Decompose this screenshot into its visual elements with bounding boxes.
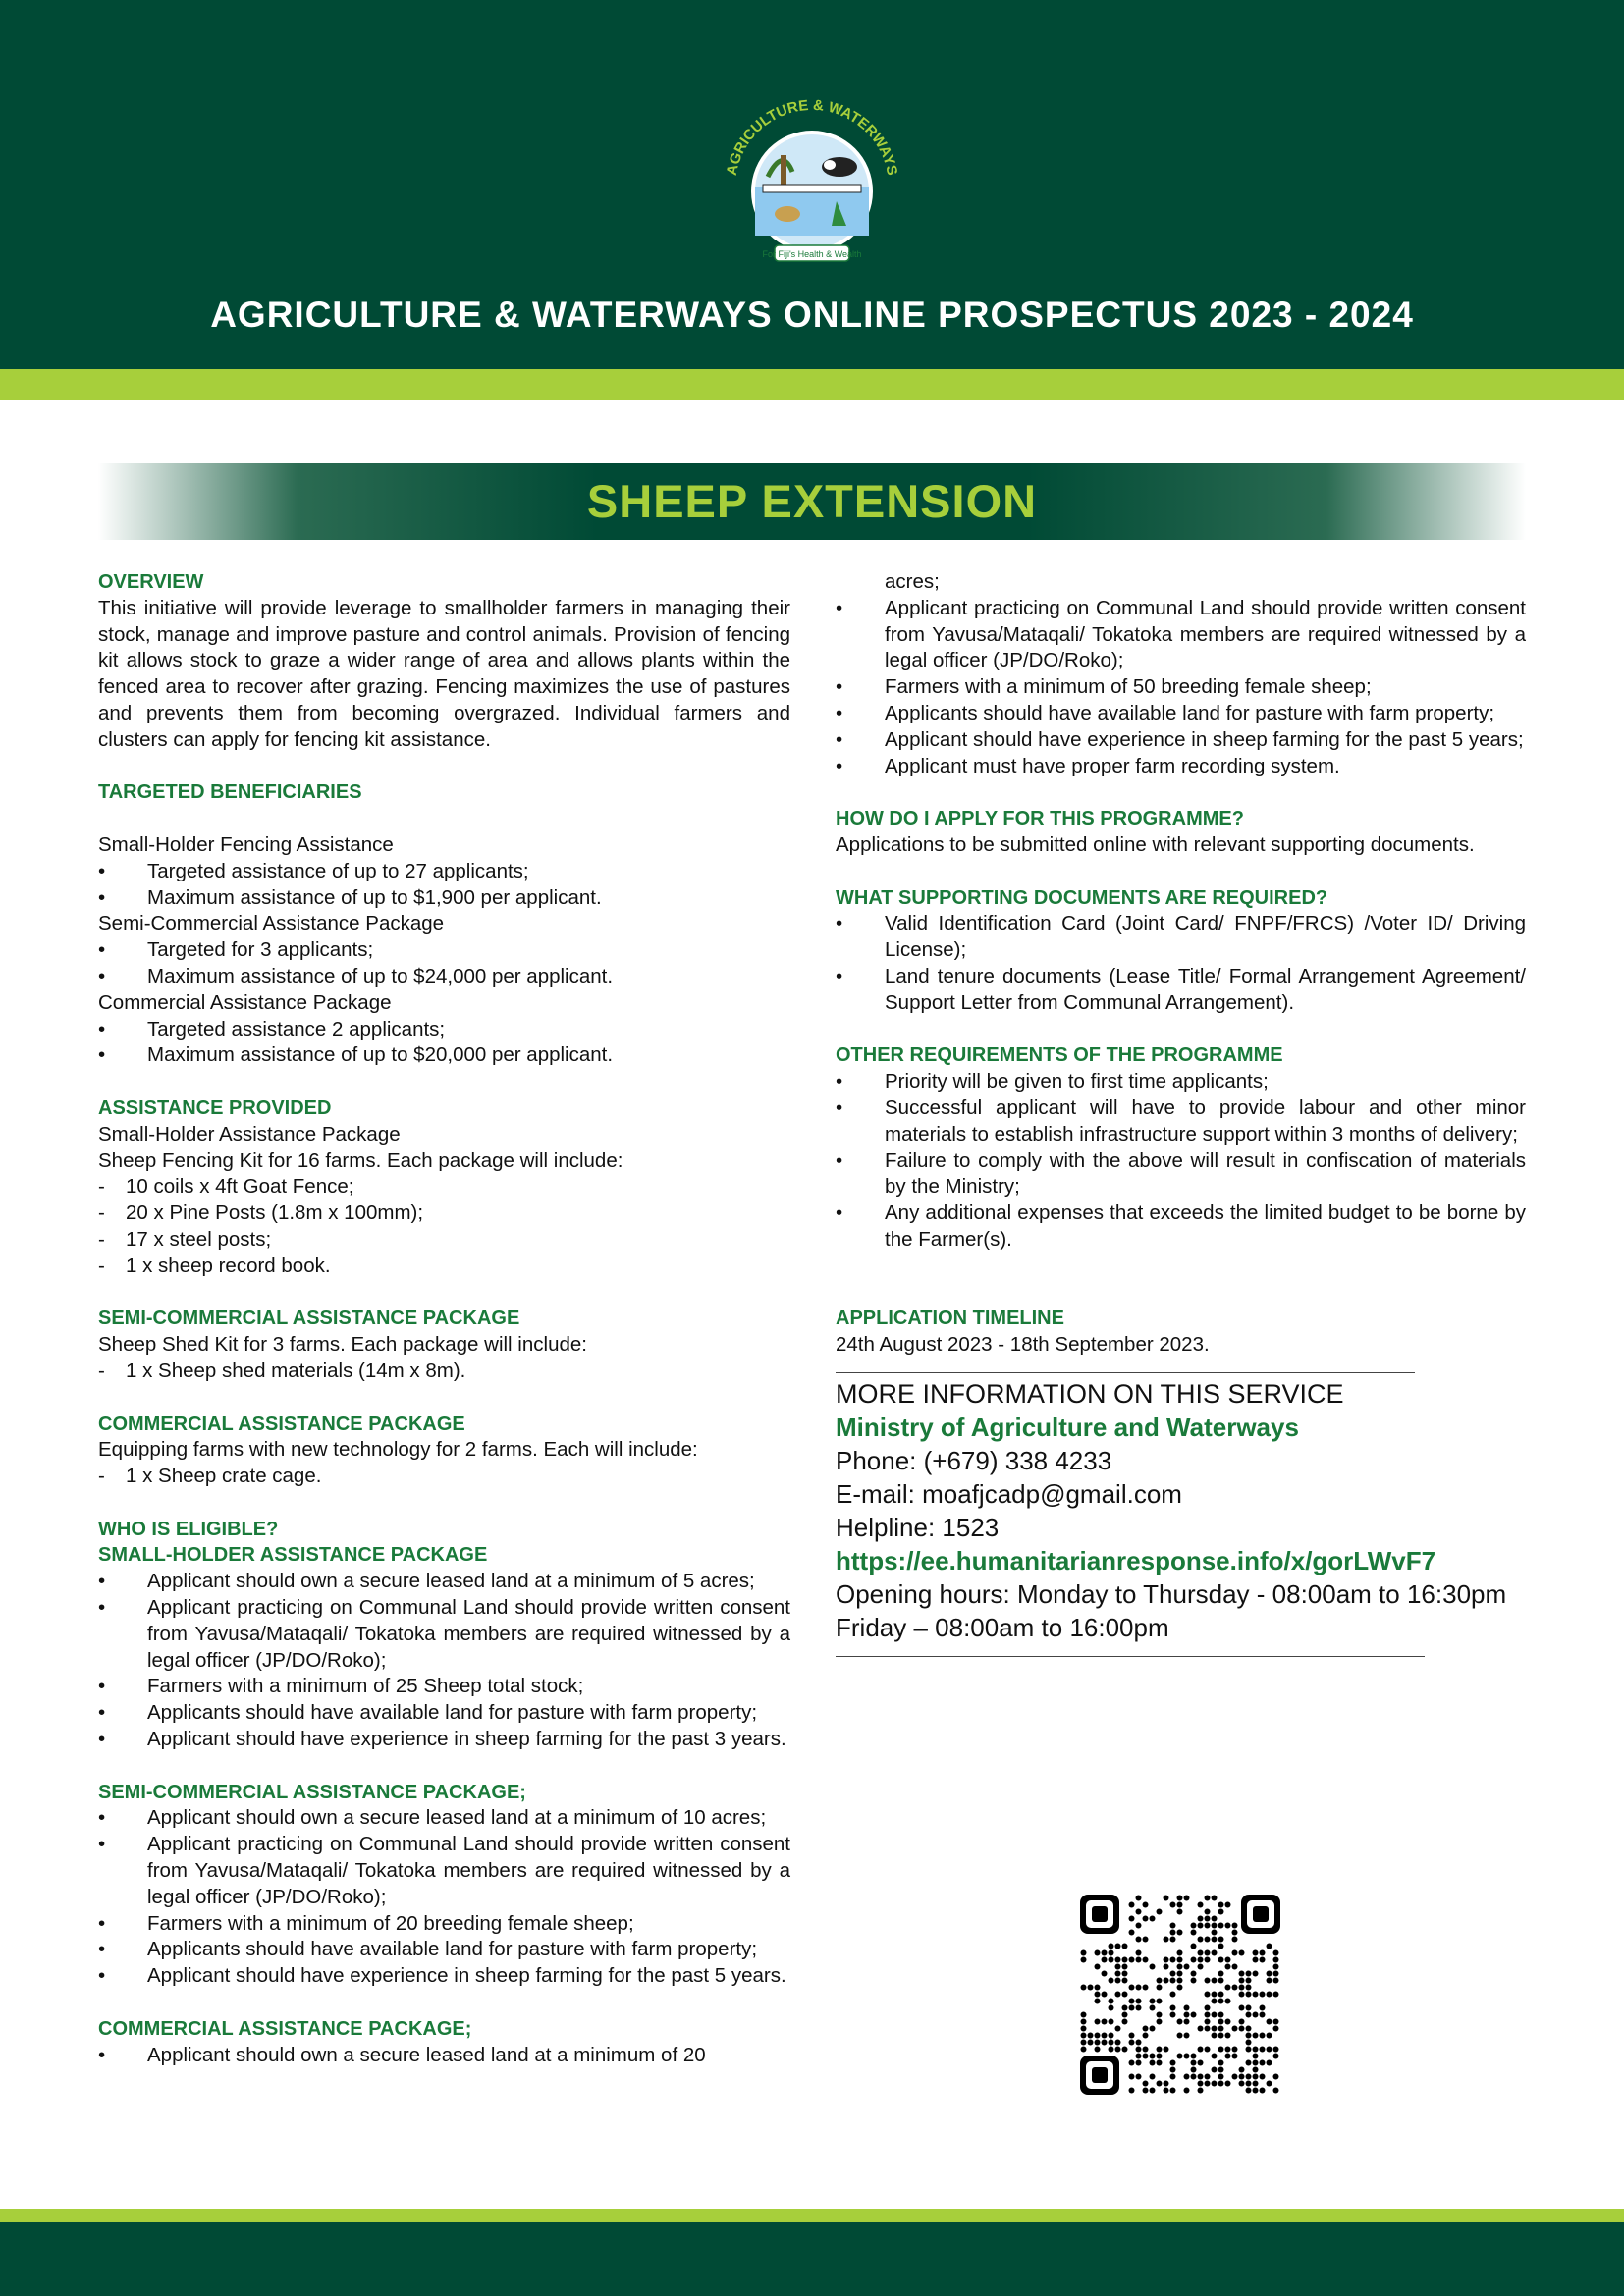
targeted-group-title: Small-Holder Fencing Assistance	[98, 832, 394, 856]
targeted-heading: TARGETED BENEFICIARIES	[98, 781, 362, 804]
list-item: • Farmers with a minimum of 25 Sheep total stock;	[98, 1674, 790, 1700]
list-item: • Land tenure documents (Lease Title/ Formal Arrangement Agreement/ Support Letter from Communal Arrangement).	[836, 964, 1526, 1017]
list-item: • Applicant should have experience in sheep farming for the past 5 years.	[98, 1963, 790, 1990]
list-item: • Valid Identification Card (Joint Card/ FNPF/FRCS) /Voter ID/ Driving License);	[836, 911, 1526, 964]
list-item: • Maximum assistance of up to $24,000 per applicant.	[98, 964, 790, 990]
info-block	[836, 1377, 1526, 1644]
apply-heading: HOW DO I APPLY FOR THIS PROGRAMME?	[836, 808, 1244, 830]
apply-text: Applications to be submitted online with relevant supporting documents.	[836, 832, 1475, 856]
list-item: • Targeted for 3 applicants;	[98, 937, 790, 964]
divider	[836, 1372, 1415, 1373]
list-item: • Applicant should have experience in sheep farming for the past 3 years.	[98, 1727, 790, 1753]
list-item: - 10 coils x 4ft Goat Fence;	[98, 1174, 790, 1201]
list-item-continued	[836, 569, 1526, 596]
overview-heading: OVERVIEW	[98, 571, 204, 593]
footer-band	[0, 2222, 1624, 2296]
qr-code-icon[interactable]	[1080, 1895, 1280, 2095]
assistance-intro: Sheep Fencing Kit for 16 farms. Each package will include:	[98, 1148, 623, 1172]
targeted-group-title: Semi-Commercial Assistance Package	[98, 912, 445, 935]
list-item-continued-text: acres;	[885, 570, 940, 593]
right-column	[836, 569, 1526, 1657]
opening-hours-text: Opening hours: Monday to Thursday - 08:00am to 16:30pm	[836, 1578, 1507, 1609]
friday-hours-text: Friday – 08:00am to 16:00pm	[836, 1612, 1169, 1642]
list-item: • Targeted assistance of up to 27 applicants;	[98, 859, 790, 885]
list-item: • Applicant practicing on Communal Land should provide written consent from Yavusa/Mataqali/ Tokatoka members are required witnessed by a legal officer (JP/DO/Roko);	[98, 1595, 790, 1674]
list-item: • Applicant should have experience in sheep farming for the past 5 years;	[836, 727, 1526, 754]
list-item: • Applicant practicing on Communal Land should provide written consent from Yavusa/Mataqali/ Tokatoka members are required witnessed by a legal officer (JP/DO/Roko);	[98, 1832, 790, 1910]
banner-title: SHEEP EXTENSION	[586, 475, 1038, 527]
eligible-heading: WHO IS ELIGIBLE?	[98, 1518, 279, 1540]
divider	[836, 1656, 1425, 1657]
ministry-logo	[714, 88, 910, 275]
documents-heading: WHAT SUPPORTING DOCUMENTS ARE REQUIRED?	[836, 886, 1328, 909]
list-item: - 1 x sheep record book.	[98, 1254, 790, 1280]
list-item: • Applicants should have available land for pasture with farm property;	[836, 701, 1526, 727]
other-heading: OTHER REQUIREMENTS OF THE PROGRAMME	[836, 1044, 1283, 1067]
list-item: • Maximum assistance of up to $20,000 per applicant.	[98, 1042, 790, 1069]
list-item: • Applicant must have proper farm recording system.	[836, 754, 1526, 780]
info-title: MORE INFORMATION ON THIS SERVICE	[836, 1378, 1344, 1409]
list-item: - 20 x Pine Posts (1.8m x 100mm);	[98, 1201, 790, 1227]
list-item: • Farmers with a minimum of 20 breeding female sheep;	[98, 1911, 790, 1938]
eligible-semi-heading: SEMI-COMMERCIAL ASSISTANCE PACKAGE;	[98, 1781, 526, 1803]
list-item: • Applicant should own a secure leased land at a minimum of 5 acres;	[98, 1569, 790, 1595]
email-text: E-mail: moafjcadp@gmail.com	[836, 1478, 1182, 1509]
list-item: • Successful applicant will have to provide labour and other minor materials to establish infrastructure support within 3 months of delivery;	[836, 1095, 1526, 1148]
list-item: • Farmers with a minimum of 50 breeding female sheep;	[836, 674, 1526, 701]
list-item: • Targeted assistance 2 applicants;	[98, 1017, 790, 1043]
phone-text: Phone: (+679) 338 4233	[836, 1445, 1112, 1475]
helpline-text: Helpline: 1523	[836, 1512, 1000, 1542]
overview-text: This initiative will provide leverage to smallholder farmers in managing their stock, manage and improve pasture and control animals. Provision of fencing kit allows stock to graze a wider range of area and allows plants within the fenced area to recover after grazing. Fencing maximizes the use of pastures and prevents them from becoming overgrazed. Individual farmers and clusters can apply for fencing kit assistance.	[98, 596, 790, 751]
list-item: • Applicants should have available land for pasture with farm property;	[98, 1937, 790, 1963]
list-item: • Applicants should have available land for pasture with farm property;	[98, 1700, 790, 1727]
ministry-name: Ministry of Agriculture and Waterways	[836, 1412, 1299, 1442]
eligible-commercial-heading: COMMERCIAL ASSISTANCE PACKAGE;	[98, 2017, 472, 2040]
service-link[interactable]: https://ee.humanitarianresponse.info/x/gorLWvF7	[836, 1545, 1436, 1575]
header-stripe	[0, 369, 1624, 400]
assistance-subheading: Small-Holder Assistance Package	[98, 1122, 401, 1146]
timeline-heading: APPLICATION TIMELINE	[836, 1308, 1064, 1330]
semi-intro: Sheep Shed Kit for 3 farms. Each package will include:	[98, 1333, 587, 1357]
commercial-heading: COMMERCIAL ASSISTANCE PACKAGE	[98, 1413, 465, 1435]
eligible-small-heading: SMALL-HOLDER ASSISTANCE PACKAGE	[98, 1544, 488, 1567]
list-item: - 1 x Sheep crate cage.	[98, 1464, 790, 1490]
list-item: - 17 x steel posts;	[98, 1227, 790, 1254]
assistance-heading: ASSISTANCE PROVIDED	[98, 1096, 332, 1119]
list-item: • Priority will be given to first time applicants;	[836, 1069, 1526, 1095]
list-item: - 1 x Sheep shed materials (14m x 8m).	[98, 1359, 790, 1385]
timeline-text: 24th August 2023 - 18th September 2023.	[836, 1333, 1210, 1357]
footer-stripe	[0, 2209, 1624, 2222]
list-item: • Applicant should own a secure leased land at a minimum of 20	[98, 2043, 790, 2069]
commercial-intro: Equipping farms with new technology for 2 farms. Each will include:	[98, 1438, 698, 1462]
list-item: • Applicant should own a secure leased land at a minimum of 10 acres;	[98, 1805, 790, 1832]
semi-heading: SEMI-COMMERCIAL ASSISTANCE PACKAGE	[98, 1308, 520, 1330]
section-banner	[98, 463, 1526, 540]
list-item: • Maximum assistance of up to $1,900 per applicant.	[98, 885, 790, 912]
list-item: • Failure to comply with the above will result in confiscation of materials by the Ministry;	[836, 1148, 1526, 1201]
svg-text:AGRICULTURE & WATERWAYS: AGRICULTURE & WATERWAYS	[723, 96, 901, 178]
left-column	[98, 569, 790, 2068]
page-title: AGRICULTURE & WATERWAYS ONLINE PROSPECTUS 2023 - 2024	[210, 294, 1414, 335]
targeted-group-title: Commercial Assistance Package	[98, 990, 392, 1014]
svg-text:For Fiji's Health & Wealth: For Fiji's Health & Wealth	[762, 249, 862, 259]
list-item: • Applicant practicing on Communal Land should provide written consent from Yavusa/Mataqali/ Tokatoka members are required witnessed by a legal officer (JP/DO/Roko);	[836, 596, 1526, 674]
list-item: • Any additional expenses that exceeds the limited budget to be borne by the Farmer(s).	[836, 1201, 1526, 1254]
